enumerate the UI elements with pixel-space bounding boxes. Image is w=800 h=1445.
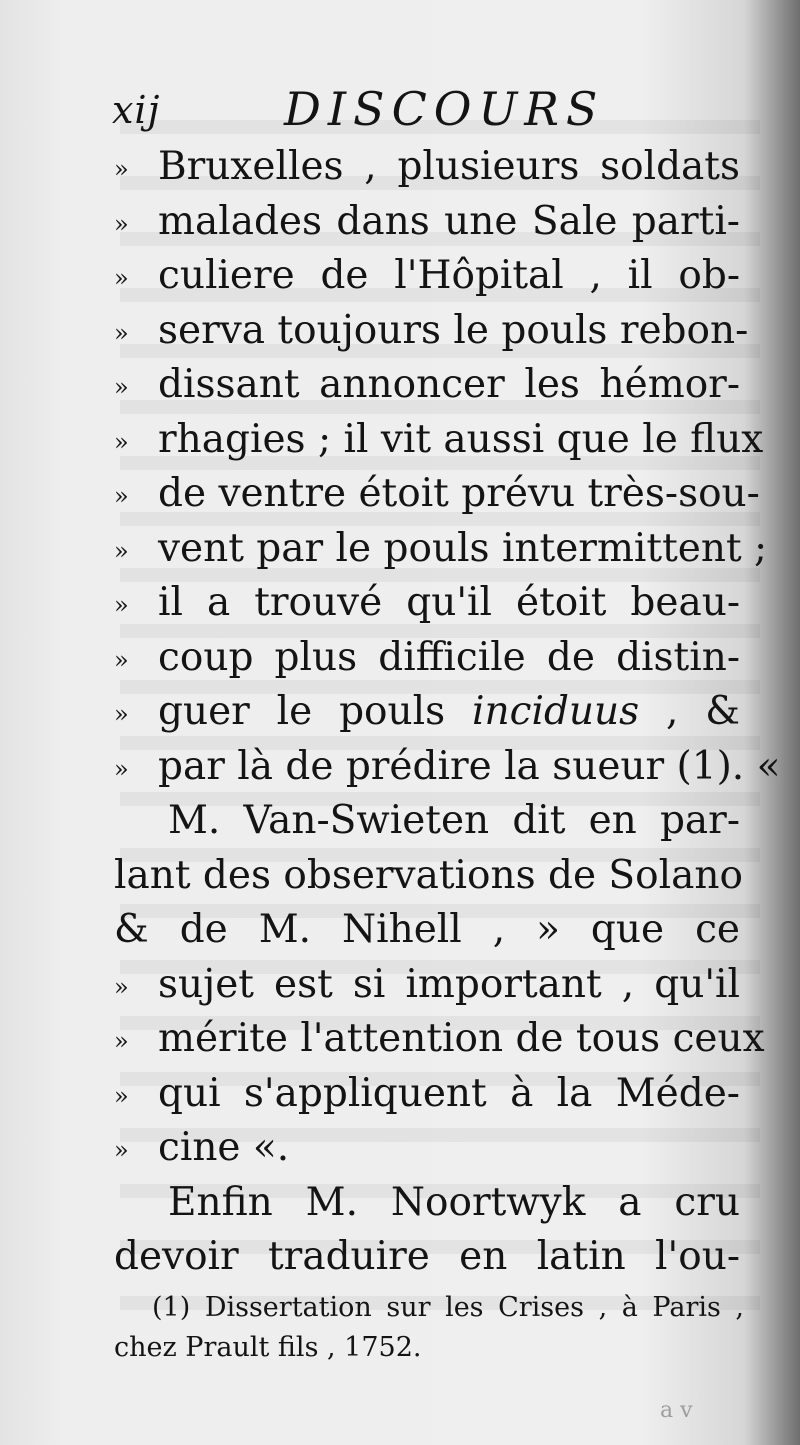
footnote-line: (1) Dissertation sur les Crises , à Paris , — [152, 1292, 744, 1323]
quote-mark: » — [114, 373, 129, 401]
text-line: lant des observations de Solano — [114, 852, 743, 898]
quote-mark: » — [114, 1081, 129, 1110]
quote-mark: » — [114, 1136, 129, 1164]
page-number: xij — [112, 88, 161, 132]
footnote — [114, 1288, 744, 1368]
italic-term: inciduus — [472, 689, 640, 734]
text-line: » guer le pouls inciduus , & — [114, 685, 740, 740]
text-line: » serva toujours le pouls rebon- — [114, 304, 740, 359]
text-line: » il a trouvé qu'il étoit beau- — [114, 576, 740, 631]
text-line: » rhagies ; il vit aussi que le flux — [114, 413, 740, 468]
text-line: » Bruxelles , plusieurs soldats — [114, 140, 740, 195]
quote-mark: » — [114, 591, 129, 619]
quote-mark: » — [114, 155, 129, 183]
body-text — [114, 140, 781, 1285]
quote-mark: » — [114, 754, 129, 783]
quote-mark: » — [114, 645, 129, 674]
quote-mark: » — [114, 536, 129, 565]
quote-mark: » — [114, 972, 129, 1001]
text-line: » par là de prédire la sueur (1). « — [114, 740, 740, 795]
page-header — [112, 82, 632, 142]
quote-mark: » — [114, 427, 129, 456]
text-line: » malades dans une Sale parti- — [114, 195, 740, 250]
running-title: DISCOURS — [284, 82, 605, 136]
signature-mark: a v — [660, 1398, 693, 1423]
text-line: » vent par le pouls intermittent ; — [114, 522, 740, 577]
text-line: » culiere de l'Hôpital , il ob- — [114, 249, 740, 304]
paragraph-start: Enfin M. Noortwyk a cru — [168, 1179, 740, 1225]
quote-mark: » — [114, 209, 129, 238]
quote-mark: » — [114, 1027, 129, 1055]
text-line: » sujet est si important , qu'il — [114, 958, 740, 1013]
footnote-line: chez Prault fils , 1752. — [114, 1332, 422, 1363]
text-line: » de ventre étoit prévu très-sou- — [114, 467, 740, 522]
text-line: » qui s'appliquent à la Méde- — [114, 1067, 740, 1122]
quote-mark: » — [114, 318, 129, 347]
quote-mark: » — [114, 700, 129, 728]
quote-mark: » — [114, 482, 129, 510]
text-line: & de M. Nihell , » que ce — [114, 907, 740, 952]
text-line: » cine «. — [114, 1121, 740, 1176]
text-line: » mérite l'attention de tous ceux — [114, 1012, 740, 1067]
text-line: » coup plus difficile de distin- — [114, 631, 740, 686]
paragraph-start: M. Van-Swieten dit en par- — [168, 798, 740, 843]
text-line: devoir traduire en latin l'ou- — [114, 1234, 740, 1279]
text-line: » dissant annoncer les hémor- — [114, 358, 740, 413]
quote-mark: » — [114, 264, 129, 292]
